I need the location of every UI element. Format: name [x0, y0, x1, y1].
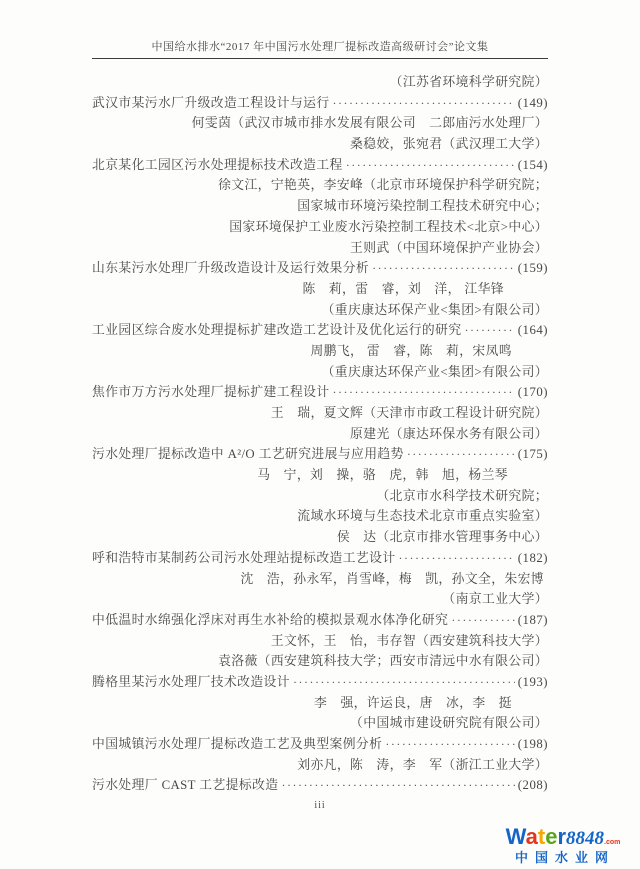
authors-line — [92, 569, 548, 590]
authors-line — [92, 403, 548, 424]
entry-page-number: (170) — [517, 385, 548, 400]
dot-leader — [293, 672, 515, 693]
authors-text: 刘亦凡，陈 涛，李 军（浙江工业大学） — [297, 757, 548, 772]
authors-text: 李 强，许运良，唐 冰，李 挺 — [314, 695, 512, 710]
logo-letter-a: a — [525, 824, 538, 849]
entry-title: 工业园区综合废水处理提标扩建改造工艺设计及优化运行的研究 — [92, 323, 462, 338]
authors-line — [92, 631, 548, 652]
logo-letter-t: t — [537, 824, 546, 849]
toc-entry — [92, 734, 548, 755]
authors-text: 徐文江，宁艳英，李安峰（北京市环境保护科学研究院； — [218, 178, 548, 193]
authors-text: 陈 莉，雷 睿，刘 洋， 江华锋 — [302, 281, 504, 296]
entry-page-number: (164) — [517, 323, 548, 338]
affiliation-line — [92, 217, 548, 238]
affiliation-text: （重庆康达环保产业<集团>有限公司） — [321, 364, 548, 379]
dot-leader — [346, 155, 515, 176]
affiliation-text: （北京市水科学技术研究院； — [376, 488, 548, 503]
entry-page-number: (187) — [517, 612, 548, 627]
dot-leader — [281, 775, 514, 796]
authors-text: 马 宁，刘 操，骆 虎，韩 旭，杨兰琴 — [257, 468, 508, 483]
entry-title: 污水处理厂提标改造中 A²/O 工艺研究进展与应用趋势 — [92, 447, 404, 462]
entry-title: 中低温时水绵强化浮床对再生水补给的模拟景观水体净化研究 — [92, 612, 449, 627]
water8848-watermark-logo — [494, 826, 632, 864]
dot-leader — [399, 548, 515, 569]
authors-line — [92, 341, 548, 362]
logo-subtitle: 中国水业网 — [514, 850, 615, 865]
entry-page-number: (198) — [517, 737, 548, 751]
authors-text: 王则武（中国环境保护产业协会） — [350, 240, 548, 255]
affiliation-line — [92, 72, 548, 93]
authors-text: 王文怀，王 怡，韦存智（西安建筑科技大学） — [270, 633, 548, 648]
page-number: iii — [314, 800, 326, 811]
page-header: 中国给水排水“2017 年中国污水处理厂提标改造高级研讨会”论文集 — [151, 41, 489, 53]
entry-title: 呼和浩特市某制药公司污水处理站提标改造工艺设计 — [92, 550, 396, 565]
authors-line — [92, 755, 548, 776]
authors-text: 沈 浩，孙永军，肖雪峰，梅 凯，孙文全，朱宏博 — [240, 571, 544, 586]
authors-line — [92, 134, 548, 155]
toc-entry — [92, 672, 548, 693]
entry-page-number: (208) — [517, 778, 548, 793]
affiliation-text: 国家城市环境污染控制工程技术研究中心； — [297, 199, 548, 214]
entry-title: 污水处理厂 CAST 工艺提标改造 — [92, 778, 279, 793]
authors-text: 何雯茵（武汉市城市排水发展有限公司 二郎庙污水处理厂） — [191, 116, 548, 131]
authors-text: 原建光（康达环保水务有限公司） — [350, 426, 548, 441]
authors-line — [92, 175, 548, 196]
authors-text: 王 瑞，夏文辉（天津市市政工程设计研究院） — [270, 406, 548, 420]
logo-letter-e: e — [545, 824, 558, 849]
affiliation-line — [92, 506, 548, 527]
dot-leader — [333, 382, 515, 403]
dot-leader — [451, 610, 514, 631]
logo-domain-suffix: .com — [604, 839, 621, 846]
authors-line — [92, 113, 548, 134]
authors-text: 周鹏飞， 雷 睿，陈 莉，宋凤鸣 — [310, 343, 512, 358]
entry-title: 中国城镇污水处理厂提标改造工艺及典型案例分析 — [92, 737, 383, 751]
dot-leader — [407, 444, 515, 465]
toc-entry — [92, 320, 548, 341]
dot-leader — [333, 93, 515, 114]
authors-text: 侯 达（北京市排水管理事务中心） — [336, 530, 548, 545]
entry-page-number: (175) — [517, 447, 548, 462]
dot-leader — [465, 320, 515, 341]
logo-number: 8848 — [566, 828, 604, 849]
toc-entry — [92, 444, 548, 465]
entry-page-number: (149) — [517, 95, 548, 110]
affiliation-line — [92, 486, 548, 507]
logo-wordmark — [494, 826, 632, 848]
entry-page-number: (154) — [517, 157, 548, 172]
affiliation-line — [92, 196, 548, 217]
entry-title: 北京某化工园区污水处理提标技术改造工程 — [92, 157, 343, 172]
affiliation-text: 流域水环境与生态技术北京市重点实验室） — [297, 509, 548, 524]
dot-leader — [385, 734, 514, 755]
authors-line — [92, 465, 548, 486]
authors-text: 桑稳姣，张宛君（武汉理工大学） — [350, 137, 548, 152]
entry-page-number: (193) — [517, 674, 548, 689]
toc-entry — [92, 775, 548, 796]
header-divider — [92, 58, 548, 59]
entry-title: 焦作市万方污水处理厂提标扩建工程设计 — [92, 385, 330, 400]
authors-line — [92, 693, 548, 714]
logo-letter-r: r — [557, 824, 566, 849]
entry-page-number: (182) — [517, 550, 548, 565]
affiliation-line — [92, 589, 548, 610]
authors-line — [92, 238, 548, 259]
entry-title: 武汉市某污水厂升级改造工程设计与运行 — [92, 95, 330, 110]
authors-line — [92, 424, 548, 445]
affiliation-text: 国家环境保护工业废水污染控制工程技术<北京>中心） — [229, 219, 548, 234]
authors-text: 袁洛薇（西安建筑科技大学；西安市清远中水有限公司） — [218, 654, 548, 669]
toc-entry — [92, 155, 548, 176]
entry-title: 腾格里某污水处理厂技术改造设计 — [92, 674, 290, 689]
toc-entry — [92, 548, 548, 569]
entry-title: 山东某污水处理厂升级改造设计及运行效果分析 — [92, 261, 370, 276]
logo-letter-w: W — [505, 824, 526, 849]
affiliation-line — [92, 362, 548, 383]
toc-entry — [92, 382, 548, 403]
entry-page-number: (159) — [517, 261, 548, 276]
affiliation-text: （中国城市建设研究院有限公司） — [350, 716, 548, 731]
authors-line — [92, 527, 548, 548]
authors-line — [92, 651, 548, 672]
affiliation-line — [92, 713, 548, 734]
affiliation-text: （重庆康达环保产业<集团>有限公司） — [321, 302, 548, 317]
toc-entry — [92, 610, 548, 631]
toc-entry — [92, 93, 548, 114]
affiliation-line — [92, 300, 548, 321]
authors-line — [92, 279, 548, 300]
affiliation-text: （江苏省环境科学研究院） — [389, 75, 548, 89]
affiliation-text: （南京工业大学） — [442, 592, 548, 607]
toc-content — [92, 72, 548, 796]
toc-entry — [92, 258, 548, 279]
dot-leader — [372, 258, 515, 279]
